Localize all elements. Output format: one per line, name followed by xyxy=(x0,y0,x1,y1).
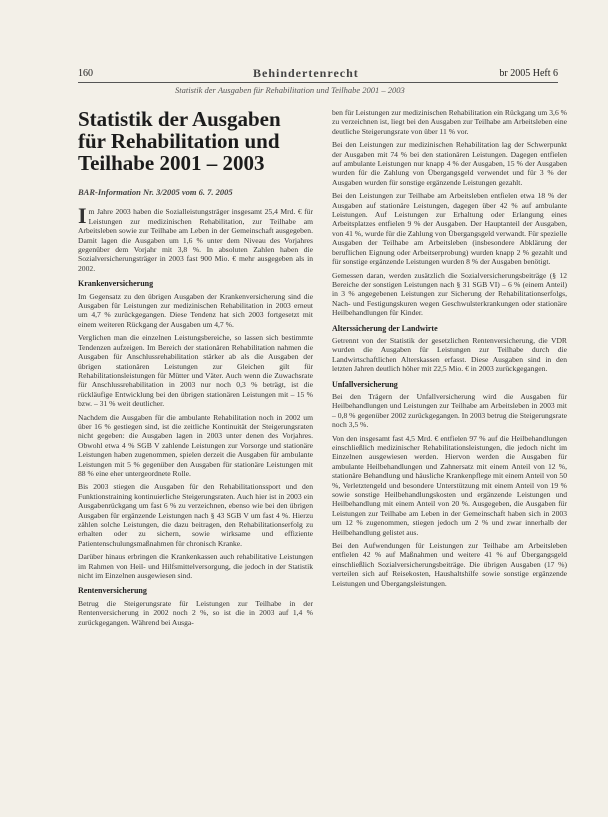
paragraph: Getrennt von der Statistik der gesetzlichen Rentenversicherung, die VDR wurden die Ausgaben für Leistungen zur Teilhabe durch die Landwirtschaftlichen Alterskassen erfasst. Diese Ausgaben sind in den letzten Jahren deutlich höher mit 22,5 Mio. € in 2003 zurückgegangen. xyxy=(332,335,567,374)
paragraph: Bei den Leistungen zur Teilhabe am Arbeitsleben entfielen etwa 18 % der Ausgaben auf stationäre Leistungen, dagegen über 42 % auf ambulante Leistungen. Auf Leistungen zur Erhaltung oder Erlangung eines Arbeitsplatzes entfielen 9 % der Ausgaben. Der Hauptanteil der Ausgaben, von 41 %, wurde für die Zahlung von Übergangsgeld verwandt. Für spezielle Ausgaben der Teilhabe am Arbeitsleben (insbesondere Abklärung der beruflichen Eignung oder Arbeitserprobung) wurden knapp 2 % gezahlt und für sonstige ergänzende Leistungen wurden 8 % der Ausgaben benötigt. xyxy=(332,191,567,267)
paragraph: Verglichen man die einzelnen Leistungsbereiche, so lassen sich bestimmte Tendenzen aufzeigen. Im Bereich der stationären Rehabilitation nahmen die Ausgaben für Anschlussrehabilitation stärker ab als die Ausgaben der übrigen stationären Leistungen zur Gleichen gilt für Rehabilitationsleistungen für Mütter und Väter. Auch wenn die Zuwachsrate für Anschlussrehabilitation in 2003 nur noch 0,3 % beträgt, ist die rückläufige Entwicklung bei den übrigen stationären Leistungen mit – 15 % bzw. – 31 % weit deutlicher. xyxy=(78,333,313,409)
intro-paragraph: Im Jahre 2003 haben die Sozialleistungsträger insgesamt 25,4 Mrd. € für Leistungen zur medizinischen Rehabilitation, zur Teilhabe am Arbeitsleben sowie zur Teilhabe am Leben in der Gemeinschaft ausgegeben. Damit lagen die Ausgaben um 1,6 % unter dem Niveau des Vorjahres gegenüber dem Vorjahr mit 3,8 %. In absoluten Zahlen haben die Sozialversicherungsträger in 2003 fast 900 Mio. € mehr ausgegeben als in 2002. xyxy=(78,203,313,273)
paragraph: Bei den Leistungen zur medizinischen Rehabilitation lag der Schwerpunkt der Ausgaben mit 74 % bei den stationären Leistungen. Dagegen entfielen auf ambulante Leistungen nur knapp 4 % der Ausgaben, 15 % der Ausgaben wurden für die Zahlung von Übergangsgeld verwendet und für 3 % der Ausgaben wurden für sonstige ergänzende Leistungen gezahlt. xyxy=(332,140,567,187)
left-column xyxy=(78,108,313,631)
heading-alterssicherung: Alterssicherung der Landwirte xyxy=(332,323,438,333)
paragraph: Bei den Trägern der Unfallversicherung wird die Ausgaben für Heilbehandlungen und Leistungen zur Teilhabe am Arbeitsleben in 2003 mit – 0,8 % gegenüber 2002 zurückgegangen. In 2003 betrug die Steigerungsrate noch 3,5 %. xyxy=(332,391,567,430)
header-rule xyxy=(78,82,558,83)
running-header xyxy=(78,66,558,82)
paragraph: Nachdem die Ausgaben für die ambulante Rehabilitation noch in 2002 um über 16 % gestiegen sind, ist die zeitliche Kontinuität der Steigerungsraten nicht gegeben: die Ausgaben lagen in 2003 unter denen des Vorjahres. Obwohl etwa 4 % SGB V zahlende Leistungen zur Vorsorge und stationäre Leistungen haben zugenommen, spielen derzeit die Ausgaben für ambulante Leistungen mit 5 % gegenüber den Ausgaben für stationäre Leistungen mit 88 % eine eher untergeordnete Rolle. xyxy=(78,412,313,478)
journal-title: Behindertenrecht xyxy=(253,66,359,80)
paragraph: Bis 2003 stiegen die Ausgaben für den Rehabilitationssport und den Funktionstraining kontinuierliche Steigerungsraten. Auch hier ist in 2003 ein Ausgabenrückgang um fast 6 % zu verzeichnen, ebenso wie bei den übrigen Ausgaben für ergänzende Leistungen nach § 43 SGB V um fast 4 %. Hierzu zählen solche Leistungen, die dazu beitragen, den Rehabilitationserfolg zu erhalten oder zu sichern, sowie wirksame und effiziente Patientenschulungsmaßnahmen für chronisch Kranke. xyxy=(78,482,313,548)
issue-label: br 2005 Heft 6 xyxy=(499,68,558,79)
article-source: BAR-Information Nr. 3/2005 vom 6. 7. 2005 xyxy=(78,187,233,197)
paragraph: Darüber hinaus erbringen die Krankenkassen auch rehabilitative Leistungen im Rahmen von Heil- und Hilfsmittelversorgung, die jedoch in der Statistik nicht im Einzelnen ausgewiesen sind. xyxy=(78,552,313,581)
article-title: Statistik der Ausgaben für Rehabilitation und Teilhabe 2001 – 2003 xyxy=(78,107,281,175)
paragraph: Gemessen daran, werden zusätzlich die Sozialversicherungsbeiträge (§ 12 Bereiche der sonstigen Leistungen nach § 31 SGB VI) – 6 % (einem Anteil) in 3 % angegebenen Leistungen zur Sicherung der Rehabilitationserfolgs, Nach- und Festigungskuren wegen Geschwulsterkrankungen oder stationäre Heilbehandlungen für Kinder. xyxy=(332,270,567,318)
running-subtitle: Statistik der Ausgaben für Rehabilitation und Teilhabe 2001 – 2003 xyxy=(175,85,405,95)
heading-rentenversicherung: Rentenversicherung xyxy=(78,586,147,596)
paragraph: Betrug die Steigerungsrate für Leistungen zur Teilhabe in der Rentenversicherung in 2002 noch 2 %, so ist die in 2003 auf 1,4 % zurückgegangen. Während bei Ausga- xyxy=(78,598,313,627)
paragraph: Von den insgesamt fast 4,5 Mrd. € entfielen 97 % auf die Heilbehandlungen einschließlich medizinischer Rehabilitationsleistungen, die jedoch nicht im Einzelnen ausgewiesen werden. Hiervon werden die Ausgaben für ambulante Heilbehandlungen und Zahnersatz mit einem Anteil von 12 %, stationäre Behandlung und häusliche Krankenpflege mit einem Anteil von 50 %, Verletztengeld und besondere Unterstützung mit einem Anteil von 19 % sowie sonstige Heilbehandlungskosten und ergänzende Leistungen und Heilbehandlung mit einem Anteil von 20 %. Ausgegeben, die Ausgaben für Leistungen zur Teilhabe am Leben in der Gemeinschaft haben sich in 2003 um 12 % zugenommen, stiegen jedoch um 2 % und zwar innerhalb der Heilbehandlung gelistet aus. xyxy=(332,433,567,537)
page-number: 160 xyxy=(78,68,93,79)
paragraph: Bei den Aufwendungen für Leistungen zur Teilhabe am Arbeitsleben entfielen 42 % auf Maßnahmen und weitere 41 % auf Übergangsgeld einschließlich Sozialversicherungsbeiträge. Die übrigen Ausgaben (17 %) verteilen sich auf Reisekosten, Haushaltshilfe sowie sonstige ergänzende Leistungen und Übergangsleistungen. xyxy=(332,541,567,588)
right-column xyxy=(332,108,567,592)
paragraph: Im Gegensatz zu den übrigen Ausgaben der Krankenversicherung sind die Ausgaben für Leistungen zur medizinischen Rehabilitation in 2003 erneut um 4,7 % zurückgegangen. Diese Tendenz hat sich 2003 fortgesetzt mit einem weiteren Rückgang der Ausgaben um 4,7 %. xyxy=(78,291,313,329)
heading-unfallversicherung: Unfallversicherung xyxy=(332,379,398,389)
heading-krankenversicherung: Krankenversicherung xyxy=(78,279,154,289)
paragraph: ben für Leistungen zur medizinischen Rehabilitation ein Rückgang um 3,6 % zu verzeichnen ist, liegt bei den Ausgaben zur Teilhabe am Arbeitsleben eine deutliche Steigerungsrate von über 11 % vor. xyxy=(332,108,567,136)
